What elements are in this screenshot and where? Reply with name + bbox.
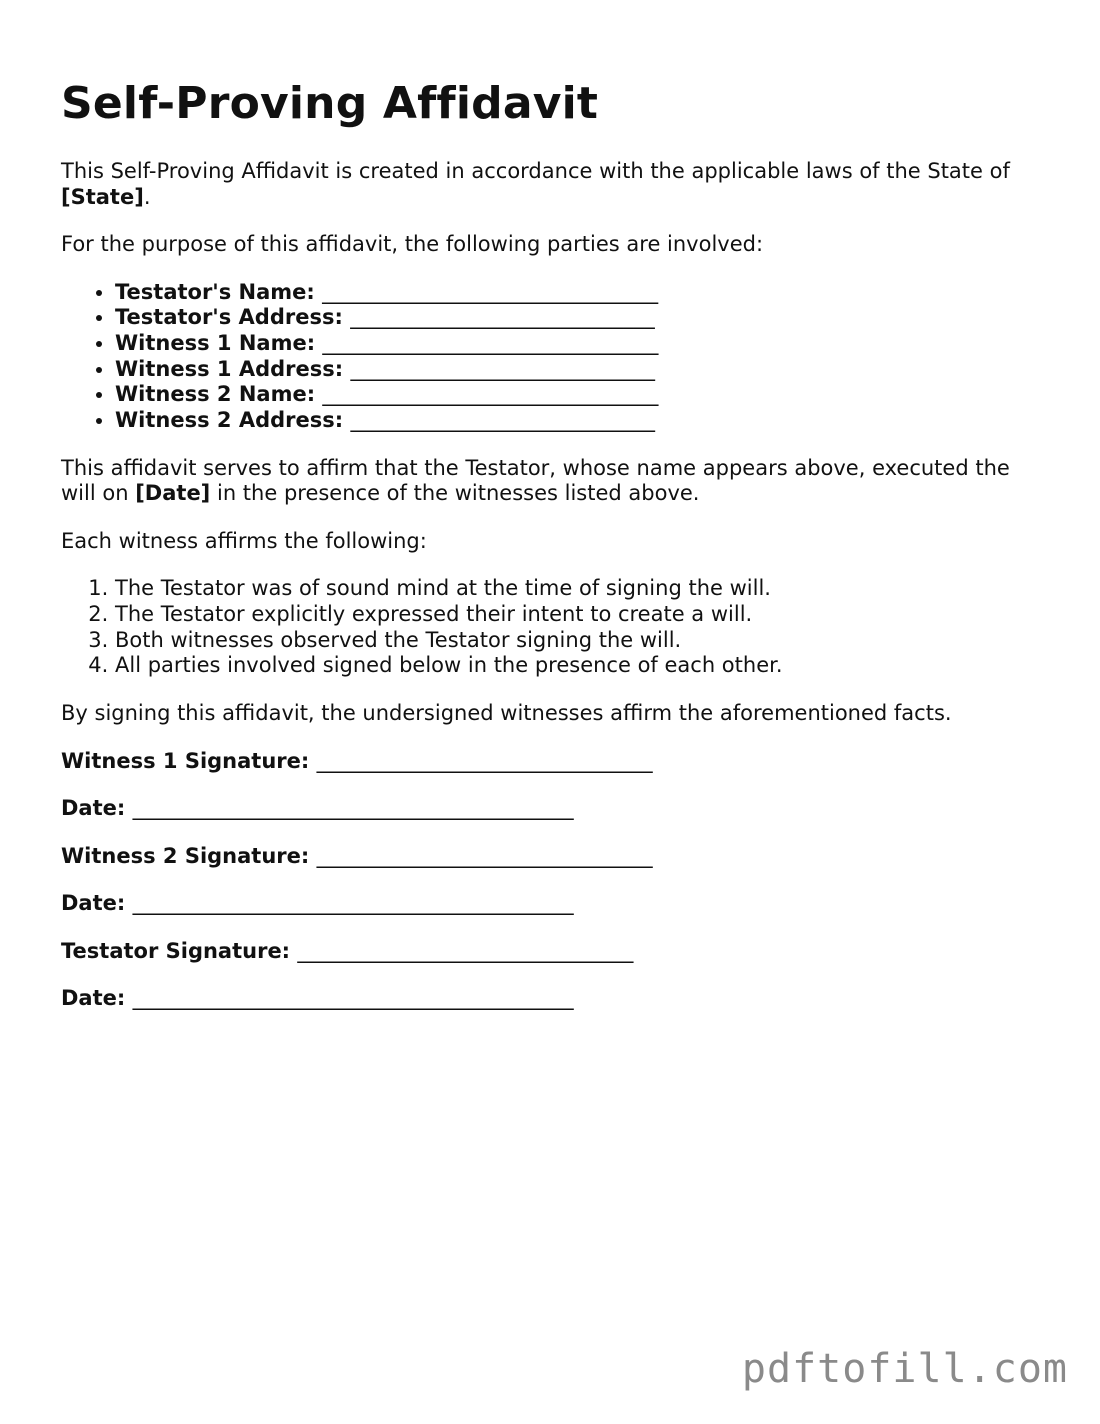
party-witness1-address [115, 357, 1051, 383]
field-label: Date: [61, 891, 126, 916]
affirm-paragraph [61, 456, 1051, 507]
witness2-date-line [61, 891, 1051, 917]
field-label: Witness 2 Name: [115, 382, 316, 407]
testator-address-blank[interactable]: _____________________________ [350, 305, 655, 330]
field-label: Witness 1 Signature: [61, 748, 310, 773]
testator-date-blank[interactable]: __________________________________________ [132, 986, 574, 1011]
witness2-name-blank[interactable]: ________________________________ [322, 382, 659, 407]
each-witness-intro: Each witness affirms the following: [61, 528, 427, 553]
field-label: Date: [61, 796, 126, 821]
testator-name-blank[interactable]: ________________________________ [322, 279, 659, 304]
closing-paragraph: By signing this affidavit, the undersigned witnesses affirm the aforementioned facts. [61, 701, 952, 726]
witness1-date-line [61, 796, 1051, 822]
affirm-before: This affidavit serves to affirm that the Testator, whose name appears above, executed the will on [61, 455, 1010, 506]
party-witness1-name [115, 331, 1051, 357]
date-placeholder: [Date] [135, 481, 211, 506]
field-label: Testator Signature: [61, 938, 291, 963]
affirm-after: in the presence of the witnesses listed above. [216, 481, 700, 506]
witness2-signature-line [61, 844, 1051, 870]
field-label: Testator's Name: [115, 279, 315, 304]
party-witness2-name [115, 382, 1051, 408]
fact-item: 3. Both witnesses observed the Testator signing the will. [115, 628, 1051, 654]
fact-item: 4. All parties involved signed below in the presence of each other. [115, 653, 1051, 679]
witness1-date-blank[interactable]: __________________________________________ [132, 796, 574, 821]
witness1-signature-line [61, 749, 1051, 775]
intro-end: . [143, 184, 151, 209]
testator-date-line [61, 986, 1051, 1012]
party-testator-name [115, 280, 1051, 306]
witness1-name-blank[interactable]: ________________________________ [322, 330, 659, 355]
intro-paragraph [61, 159, 1051, 210]
parties-intro: For the purpose of this affidavit, the following parties are involved: [61, 232, 764, 256]
witness1-address-blank[interactable]: _____________________________ [350, 356, 655, 381]
witness2-date-blank[interactable]: __________________________________________ [132, 891, 574, 916]
testator-signature-line [61, 939, 1051, 965]
field-label: Witness 2 Signature: [61, 843, 310, 868]
field-label: Witness 2 Address: [115, 408, 344, 433]
parties-list [61, 280, 1051, 434]
fact-item: 2. The Testator explicitly expressed their intent to create a will. [115, 602, 1051, 628]
field-label: Testator's Address: [115, 305, 343, 330]
witness2-signature-blank[interactable]: ________________________________ [316, 843, 653, 868]
document-title: Self-Proving Affidavit [61, 78, 599, 129]
facts-list [61, 576, 1051, 679]
testator-signature-blank[interactable]: ________________________________ [297, 938, 634, 963]
party-witness2-address [115, 408, 1051, 434]
watermark: pdftofill.com [741, 1346, 1068, 1392]
document-page [61, 78, 1051, 1012]
party-testator-address [115, 305, 1051, 331]
witness1-signature-blank[interactable]: ________________________________ [316, 748, 653, 773]
field-label: Date: [61, 986, 126, 1011]
field-label: Witness 1 Address: [115, 356, 344, 381]
field-label: Witness 1 Name: [115, 330, 316, 355]
fact-item: 1. The Testator was of sound mind at the time of signing the will. [115, 576, 1051, 602]
state-placeholder: [State] [61, 184, 144, 209]
witness2-address-blank[interactable]: _____________________________ [350, 408, 655, 433]
intro-text: This Self-Proving Affidavit is created in accordance with the applicable laws of the State of [61, 159, 1010, 183]
